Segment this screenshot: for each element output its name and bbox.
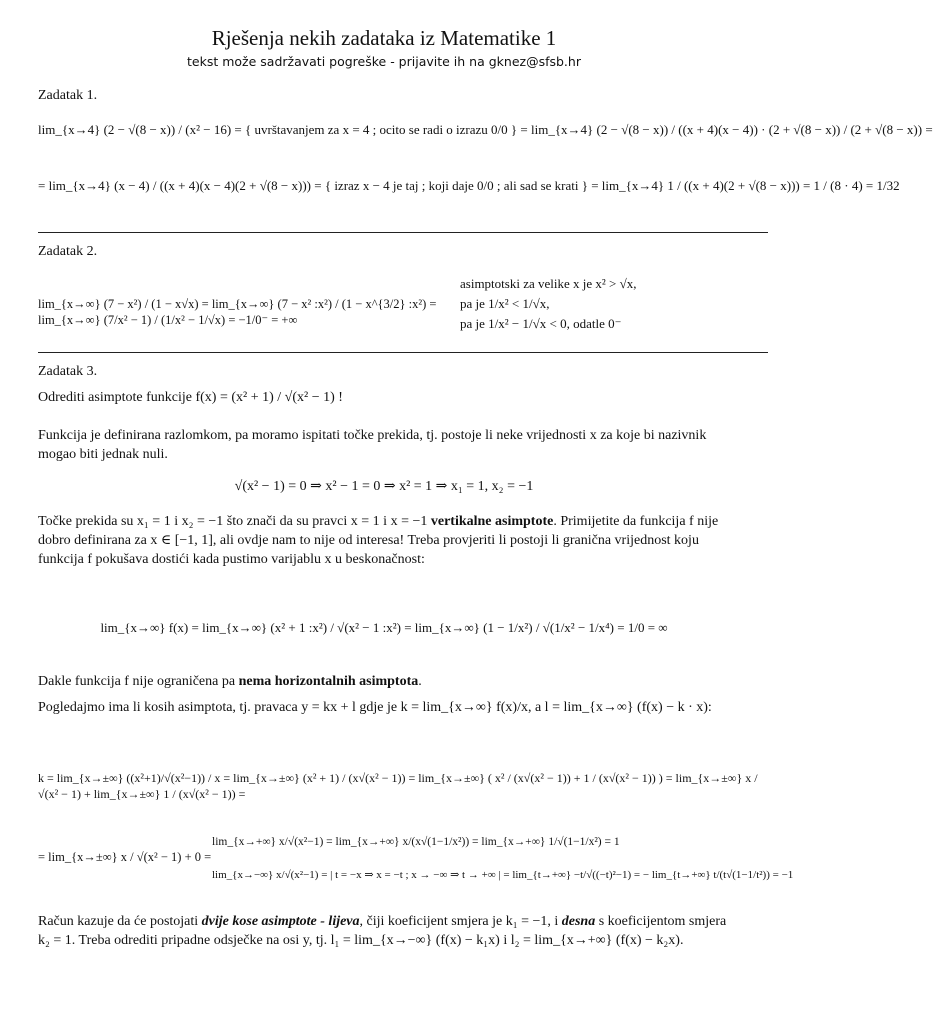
task3-equation-2: lim_{x→∞} f(x) = lim_{x→∞} (x² + 1 :x²) / √(x² − 1 :x²) = lim_{x→∞} (1 − 1/x²) / √(1/x² − 1/x⁴) = 1/0 = ∞ xyxy=(100,620,668,635)
task3-intro: Odrediti asimptote funkcije f(x) = (x² + 1) / √(x² − 1) ! xyxy=(38,390,343,405)
task3-paragraph-1: Funkcija je definirana razlomkom, pa moramo ispitati točke prekida, tj. postoje li neke vrijednosti x za koje bi nazivnik mogao biti jednak nuli. xyxy=(38,428,707,462)
task3-heading: Zadatak 3. xyxy=(38,364,98,379)
emphasis-right: desna xyxy=(561,914,596,929)
task3-equation-1: √(x² − 1) = 0 ⇒ x² − 1 = 0 ⇒ x² = 1 ⇒ x₁ = 1, x₂ = −1 xyxy=(234,479,534,494)
emphasis-no-horizontal-asymptotes: nema horizontalnih asimptota xyxy=(238,674,419,689)
task3-equation-3: k = lim_{x→±∞} ((x²+1)/√(x²−1)) / x = lim_{x→±∞} (x² + 1) / (x√(x² − 1)) = lim_{x→±∞} ( x² / (x√(x² − 1)) + 1 / (x√(x² − 1)) ) = lim_{x→±∞} x / √(x² − 1) + lim_{x→±∞} 1 / (x√(x² − 1)) = xyxy=(38,771,758,801)
task3-paragraph-4: Pogledajmo ima li kosih asimptota, tj. pravaca y = kx + l gdje je k = lim_{x→∞} f(x)/x, a l = lim_{x→∞} (f(x) − k · x): xyxy=(38,700,712,715)
task2-note-line1: asimptotski za velike x je x² > √x, xyxy=(460,276,637,291)
section-divider xyxy=(38,232,768,233)
task3-equation-4-case-minus: lim_{x→−∞} x/√(x²−1) = | t = −x ⇒ x = −t ; x → −∞ ⇒ t → +∞ | = lim_{t→+∞} −t/√((−t)²−1) = − lim_{t→+∞} t/(t√(1−1/t²)) = −1 xyxy=(212,869,794,881)
task2-equation: lim_{x→∞} (7 − x²) / (1 − x√x) = lim_{x→∞} (7 − x² :x²) / (1 − x^{3/2} :x²) = lim_{x→∞} (7/x² − 1) / (1/x² − 1/√x) = −1/0⁻ = +∞ xyxy=(38,297,437,327)
task2-heading: Zadatak 2. xyxy=(38,244,98,259)
task3-paragraph-3: Dakle funkcija f nije ograničena pa nema horizontalnih asimptota. xyxy=(38,674,422,689)
task1-equation-line1: lim_{x→4} (2 − √(8 − x)) / (x² − 16) = { uvrštavanjem za x = 4 ; ocito se radi o izrazu 0/0 } = lim_{x→4} (2 − √(8 − x)) / ((x + 4)(x − 4)) · (2 + √(8 − x)) / (2 + √(8 − x)) = xyxy=(38,122,933,137)
task2-note-line2: pa je 1/x² < 1/√x, xyxy=(460,296,550,311)
emphasis-two-oblique-asymptotes: dvije kose asimptote - lijeva xyxy=(201,914,360,929)
task3-equation-4-case-plus: lim_{x→+∞} x/√(x²−1) = lim_{x→+∞} x/(x√(1−1/x²)) = lim_{x→+∞} 1/√(1−1/x²) = 1 xyxy=(212,836,620,848)
task3-paragraph-2: Točke prekida su x₁ = 1 i x₂ = −1 što znači da su pravci x = 1 i x = −1 vertikalne asimptote. Primijetite da funkcija f nije dobro definirana za x ∈ [−1, 1], ali ovdje nam to nije od interesa! Treba provjeriti li postoji li granična vrijednost koju funkcija f pokušava dostići kada pustimo varijablu x u beskonačnost: xyxy=(38,514,719,567)
page-subtitle: tekst može sadržavati pogreške - prijavite ih na gknez@sfsb.hr xyxy=(187,54,581,69)
task2-note-line3: pa je 1/x² − 1/√x < 0, odatle 0⁻ xyxy=(460,316,622,331)
emphasis-vertical-asymptotes: vertikalne asimptote xyxy=(430,514,554,529)
section-divider xyxy=(38,352,768,353)
task3-paragraph-5: Račun kazuje da će postojati dvije kose asimptote - lijeva, čiji koeficijent smjera je k₁ = −1, i desna s koeficijentom smjera k₂ = 1. Treba odrediti pripadne odsječke na osi y, tj. l₁ = lim_{x→−∞} (f(x) − k₁x) i l₂ = lim_{x→+∞} (f(x) − k₂x). xyxy=(38,914,727,948)
page-title: Rješenja nekih zadataka iz Matematike 1 xyxy=(211,26,557,50)
task1-heading: Zadatak 1. xyxy=(38,88,98,103)
task3-equation-4-left: = lim_{x→±∞} x / √(x² − 1) + 0 = xyxy=(38,850,212,864)
task1-equation-line2: = lim_{x→4} (x − 4) / ((x + 4)(x − 4)(2 + √(8 − x))) = { izraz x − 4 je taj ; koji daje 0/0 ; ali sad se krati } = lim_{x→4} 1 / ((x + 4)(2 + √(8 − x))) = 1 / (8 · 4) = 1/32 xyxy=(38,178,900,193)
